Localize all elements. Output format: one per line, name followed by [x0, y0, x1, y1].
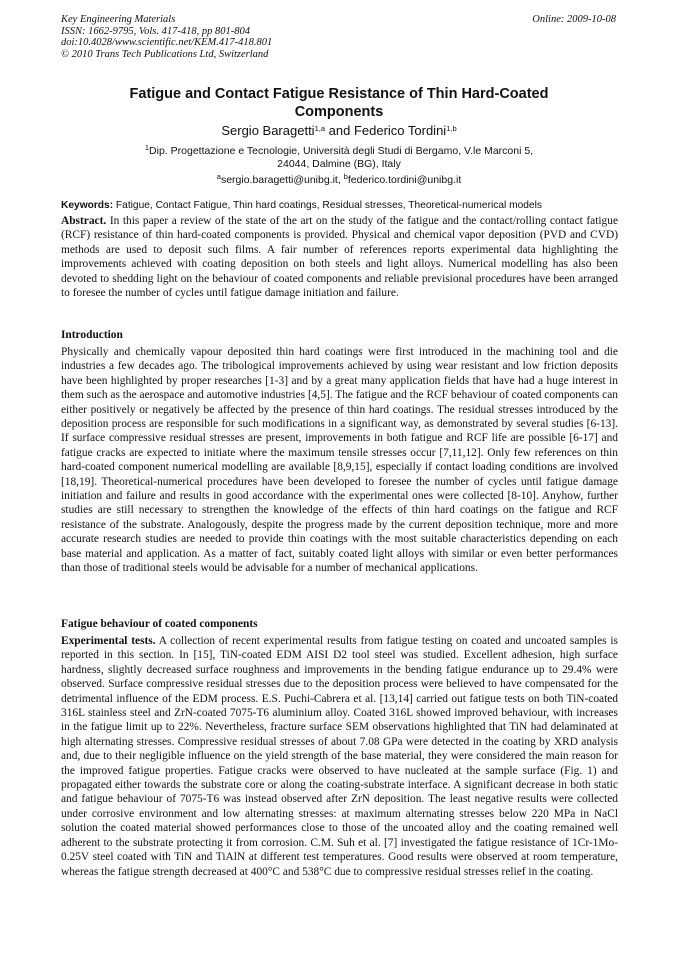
keywords-text: Fatigue, Contact Fatigue, Thin hard coatings, Residual stresses, Theoretical-numerical models: [113, 200, 542, 211]
author-1: Sergio Baragetti: [221, 123, 315, 138]
keywords-label: Keywords:: [61, 200, 114, 211]
email-marker-a: a: [216, 172, 221, 181]
paper-title: [80, 85, 598, 121]
keywords: [61, 199, 618, 212]
author-conjunction: and: [325, 123, 354, 138]
email-marker-b: b: [343, 172, 348, 181]
abstract-label: Abstract.: [61, 215, 107, 227]
author-2: Federico Tordini: [353, 123, 447, 138]
affiliation-line-1: [100, 145, 578, 158]
title-line-1: Fatigue and Contact Fatigue Resistance of Thin Hard-Coated: [129, 86, 549, 102]
online-date: Online: 2009-10-08: [532, 14, 616, 25]
introduction-paragraph: Physically and chemically vapour deposited thin hard coatings were first introduced in the machining tool and die industries a few decades ago. The tribological improvements achieved by using wear resistant and low friction deposits have been highlighted by proper researches [1-3] and by a great many application fields that have had a huge interest in them such as the aerospace and automotive industries [4,5]. The fatigue and the RCF behaviour of coated components can either positively or negatively be affected by the presence of thin hard coatings. The residual stresses introduced by the deposition process are responsible for such modifications in a significant way, as demonstrated by several studies [6-13]. If surface compressive residual stresses are present, improvements in both fatigue and RCF life are possible [6-17] and fatigue cracks are expected to initiate where the maximum tensile stresses occur [7,11,12]. Only few references on thin hard-coated component numerical modelling are available [8,9,15], especially if contact loading conditions are involved [18,19]. Theoretical-numerical procedures have been developed to foresee the number of cycles until fatigue damage initiation and failure and results in good accordance with the experimental ones were collected [8-10]. Anyhow, further studies are still necessary to strengthen the knowledge of the effects of thin hard coatings on the fatigue and RCF resistance of the substrate. Analogously, despite the progress made by the current deposition technique, more and more accurate research studies are needed to provide thin coatings with the most suitable characteristics depending on each base material and application. As a matter of fact, suitably coated light alloys with similar or even better performances than those of traditional steels would be advisable for a number of mechanical applications.: [61, 346, 618, 575]
fatigue-section-heading: Fatigue behaviour of coated components: [61, 618, 258, 630]
experimental-tests-text: A collection of recent experimental results from fatigue testing on coated and uncoated samples is reported in this section. In [15], TiN-coated EDM AISI D2 tool steel was studied. Excellent adhesion, high surface hardness, slightly decreased surface roughness and improvements in the bending fatigue endurance up to 29.4% were observed. Surface compressive residual stresses due to the deposition process were believed to have compensated for the detrimental influence of the EDM process. E.S. Puchi-Cabrera et al. [13,14] carried out fatigue tests on both TiN-coated 316L stainless steel and ZrN-coated 7075-T6 aluminium alloy. Coated 316L showed improved behaviour, with increases in the fatigue limit up to 22%. Nevertheless, fracture surface SEM observations highlighted that TiN had delaminated at high alternating stresses. Compressive residual stresses of about 7.08 GPa were detected in the coating by XRD analysis and, due to their negligible influence on the yield strength of the base material, they were considered the main reason for the improved fatigue properties. Fatigue cracks were observed to have nucleated at the sample surface (Fig. 1) and propagated either towards the substrate core or along the coating-substrate interface. A significant decrease in both static and fatigue behaviour of 7075-T6 was instead observed after ZrN deposition. The least negative results were collected under corrosive environment and low alternating stresses: at maximum alternating stresses below 220 MPa in NaCl solution the coated material showed performances close to those of the uncoated alloy and the coating remained well adherent to the substrate protecting it from corrosion. C.M. Suh et al. [7] investigated the fatigue resistance of 1Cr-1Mo-0.25V steel coated with TiN and TiAlN at different test temperatures. Good results were observed at room temperature, whereas the fatigue strength decreased at 400°C and 538°C due to compressive residual stresses relief in the coating.: [61, 635, 618, 878]
running-header: [61, 14, 616, 60]
author-emails: [80, 174, 598, 187]
copyright-line: © 2010 Trans Tech Publications Ltd, Switzerland: [61, 48, 269, 60]
email-b: federico.tordini@unibg.it: [347, 174, 462, 186]
issn-line: ISSN: 1662-9795, Vols. 417-418, pp 801-804: [61, 25, 250, 37]
email-a: sergio.baragetti@unibg.it,: [220, 174, 344, 186]
author-list: [80, 123, 598, 139]
affiliation-line-2: 24044, Dalmine (BG), Italy: [277, 158, 401, 171]
author-1-affil: 1,a: [314, 124, 326, 133]
experimental-tests-label: Experimental tests.: [61, 635, 156, 647]
affiliation-marker: 1: [144, 143, 150, 152]
journal-name: Key Engineering Materials: [61, 14, 176, 25]
abstract-paragraph: [61, 214, 618, 300]
title-line-2: Components: [294, 104, 384, 120]
introduction-heading: Introduction: [61, 329, 123, 341]
author-2-affil: 1,b: [446, 124, 457, 133]
doi-line: doi:10.4028/www.scientific.net/KEM.417-418.801: [61, 37, 273, 48]
abstract-text: In this paper a review of the state of the art on the study of the fatigue and the contact/rolling contact fatigue (RCF) resistance of thin hard-coated components is provided. Physical and chemical vapor deposition (PVD and CVD) methods are used to deposit such films. A fair number of references reports experimental data highlighting the improvements achieved with coating deposition on both steels and light alloys. Numerical modelling has also been devoted to shedding light on the behaviour of coated components and reliable previsional procedures have been arranged to foresee the number of cycles until fatigue damage initiation and failure.: [61, 215, 618, 300]
affiliation-text-1: Dip. Progettazione e Tecnologie, Università degli Studi di Bergamo, V.le Marconi 5,: [149, 145, 534, 157]
experimental-tests-paragraph: [61, 634, 618, 879]
affiliation: [100, 145, 578, 171]
